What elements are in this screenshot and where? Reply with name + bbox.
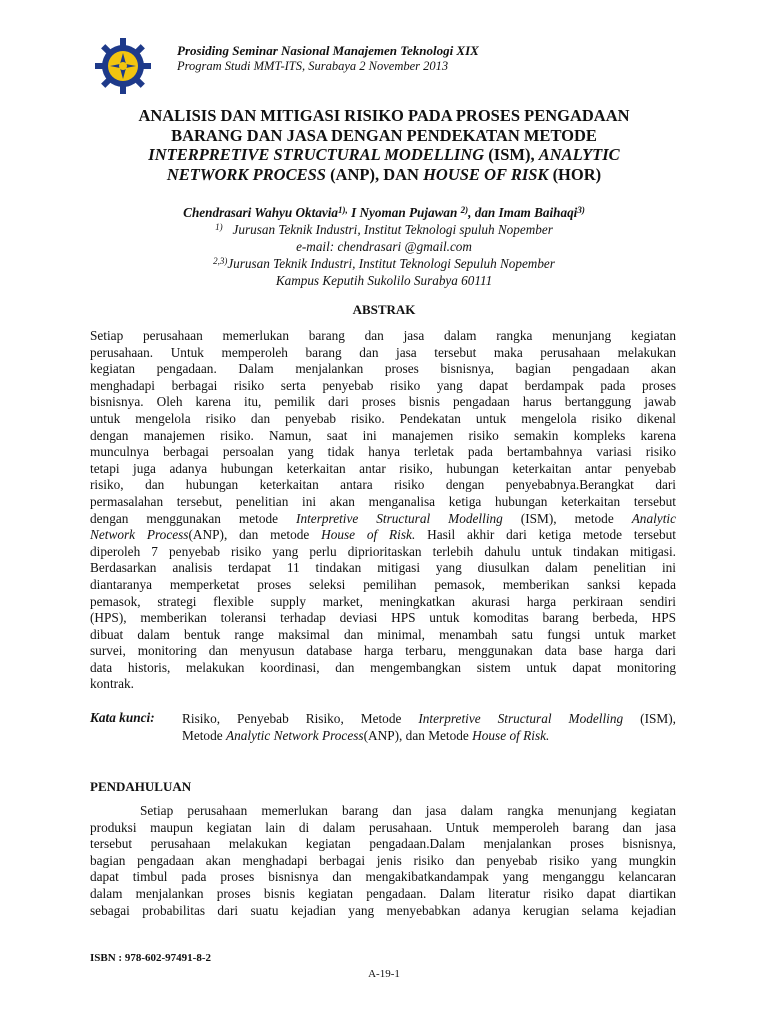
title-line: INTERPRETIVE STRUCTURAL MODELLING (ISM), ANALYTIC <box>148 145 620 164</box>
intro-line: dapat timbul pada proses bisnisnya dan mengakibatkandampak yang menganggu kelancaran <box>90 869 676 885</box>
abstract-line: permasalahan tersebut, penelitian ini akan menganalisa ketiga hubungan keterkaitan tersebut <box>90 493 676 509</box>
abstract-line: diperoleh 7 penyebab risiko yang perlu diprioritaskan terlebih dahulu untuk tindakan mitigasi. <box>90 543 676 559</box>
author-names: Chendrasari Wahyu Oktavia$^{1),}$ I Nyoman Pujawan $^{2)}$, dan Imam Baihaqi$^{3)}$ <box>183 205 585 220</box>
affiliation-address: Kampus Keputih Sukolilo Surabya 60111 <box>275 273 493 288</box>
intro-line: sebagai probabilitas dari suatu kejadian yang menyebabkan adanya kerugian selama kejadian <box>90 902 676 918</box>
title-line: ANALISIS DAN MITIGASI RISIKO PADA PROSES PENGADAAN <box>138 106 630 125</box>
intro-line: dalam menjalankan proses bisnis kegiatan pengadaan. Dalam literatur risiko dapat diartikan <box>90 885 676 901</box>
keywords-list <box>182 710 676 744</box>
abstract-line: kegiatan pengadaan. Dalam menjalankan proses bisnisnya, bagian pengadaan akan <box>90 361 676 377</box>
abstract-line: perusahaan. Untuk memperoleh barang dan jasa tersebut maka perusahaan melakukan <box>90 344 676 360</box>
keywords-line: Metode Analytic Network Process(ANP), dan Metode House of Risk. <box>182 728 550 743</box>
abstract-body <box>90 328 676 693</box>
abstract-line: Network Process(ANP), dan metode House of Risk. Hasil akhir dari ketiga metode tersebut <box>90 527 676 543</box>
intro-line: Setiap perusahaan memerlukan barang dan jasa dalam rangka menunjang kegiatan <box>140 803 676 818</box>
paper-title <box>60 106 708 184</box>
abstract-line: data historis, melakukan koordinasi, dan mengembangkan sistem untuk dapat monitoring <box>90 659 676 675</box>
abstract-line: bisnisnya. Oleh karena itu, pemilik dari proses bisnis pengadaan harus bertanggung jawab <box>90 394 676 410</box>
author-email: e-mail: chendrasari @gmail.com <box>296 239 472 254</box>
section-heading-introduction: PENDAHULUAN <box>90 779 192 794</box>
abstract-line: survei, monitoring dan menyusun database harga terbaru, menggunakan data base harga dari <box>90 643 676 659</box>
page-number: A-19-1 <box>368 968 400 980</box>
abstract-line: dengan manajemen risiko. Namun, saat ini manajemen risiko semakin kompleks karena <box>90 427 676 443</box>
abstract-line: dibuat dalam bentuk range maksimal dan minimal, menambah satu fungsi untuk market <box>90 626 676 642</box>
affiliation-1: $^{1)}$ Jurusan Teknik Industri, Institut Teknologi spuluh Nopember <box>215 222 553 237</box>
abstract-line: Berdasarkan analisis terdapat 11 tindakan mitigasi yang diusulkan dalam penelitian ini <box>90 560 676 576</box>
intro-line: tersebut perusahaan melakukan kegiatan pengadaan.Dalam menjalankan proses bisnisnya, <box>90 836 676 852</box>
title-line: NETWORK PROCESS (ANP), DAN HOUSE OF RISK (HOR) <box>166 164 602 184</box>
abstract-line: (HPS), memberikan toleransi terhadap deviasi HPS untuk komoditas barang berbeda, HPS <box>90 610 676 626</box>
author-block <box>60 204 708 289</box>
introduction-body <box>90 803 676 919</box>
proceedings-title: Prosiding Seminar Nasional Manajemen Teknologi XIX <box>177 43 479 58</box>
abstract-line: tetapi juga adanya hubungan keterkaitan antar risiko, hubungan keterkaitan antar penyebab <box>90 460 676 476</box>
abstract-line: dengan menggunakan metode Interpretive Structural Modelling (ISM), metode Analytic <box>90 510 676 526</box>
intro-line: bagian pengadaan akan menghadapi berbagai jenis risiko dan penyebab risiko yang mungkin <box>90 852 676 868</box>
abstract-line: munculnya berbagai persoalan yang tidak hanya terletak pada bertambahnya variasi risiko <box>90 444 676 460</box>
abstract-line: Setiap perusahaan memerlukan barang dan jasa dalam rangka menunjang kegiatan <box>90 328 676 343</box>
title-line: BARANG DAN JASA DENGAN PENDEKATAN METODE <box>171 125 597 145</box>
its-logo-icon <box>94 37 152 95</box>
isbn-footer: ISBN : 978-602-97491-8-2 <box>90 952 211 964</box>
abstract-line: pemasok, strategi flexible supply market, meningkatkan akurasi harga perkiraan sendiri <box>90 593 676 609</box>
abstract-line: untuk mengelola risiko dan penyebab risiko. Pendekatan untuk mengelola risiko dikenal <box>90 410 676 426</box>
affiliation-2: $^{2,3)}$Jurusan Teknik Industri, Institut Teknologi Sepuluh Nopember <box>213 256 555 271</box>
abstract-line: menghadapi berbagai risiko serta penyebab risiko yang dapat berdampak pada proses <box>90 377 676 393</box>
keywords-line: Risiko, Penyebab Risiko, Metode Interpretive Structural Modelling (ISM), <box>182 711 676 726</box>
keywords-label: Kata kunci: <box>90 710 155 725</box>
abstract-heading: ABSTRAK <box>352 302 416 317</box>
abstract-line: kontrak. <box>90 676 134 692</box>
abstract-line: risiko, dan hubungan keterkaitan antara risiko dengan penyebabnya.Berangkat dari <box>90 477 676 493</box>
proceedings-venue: Program Studi MMT-ITS, Surabaya 2 November 2013 <box>177 59 449 73</box>
abstract-line: diantaranya memperketat proses seleksi pemilihan pemasok, memberikan sanksi kepada <box>90 576 676 592</box>
intro-line: produksi maupun kegiatan lain di dalam perusahaan. Untuk memperoleh barang dan jasa <box>90 819 676 835</box>
